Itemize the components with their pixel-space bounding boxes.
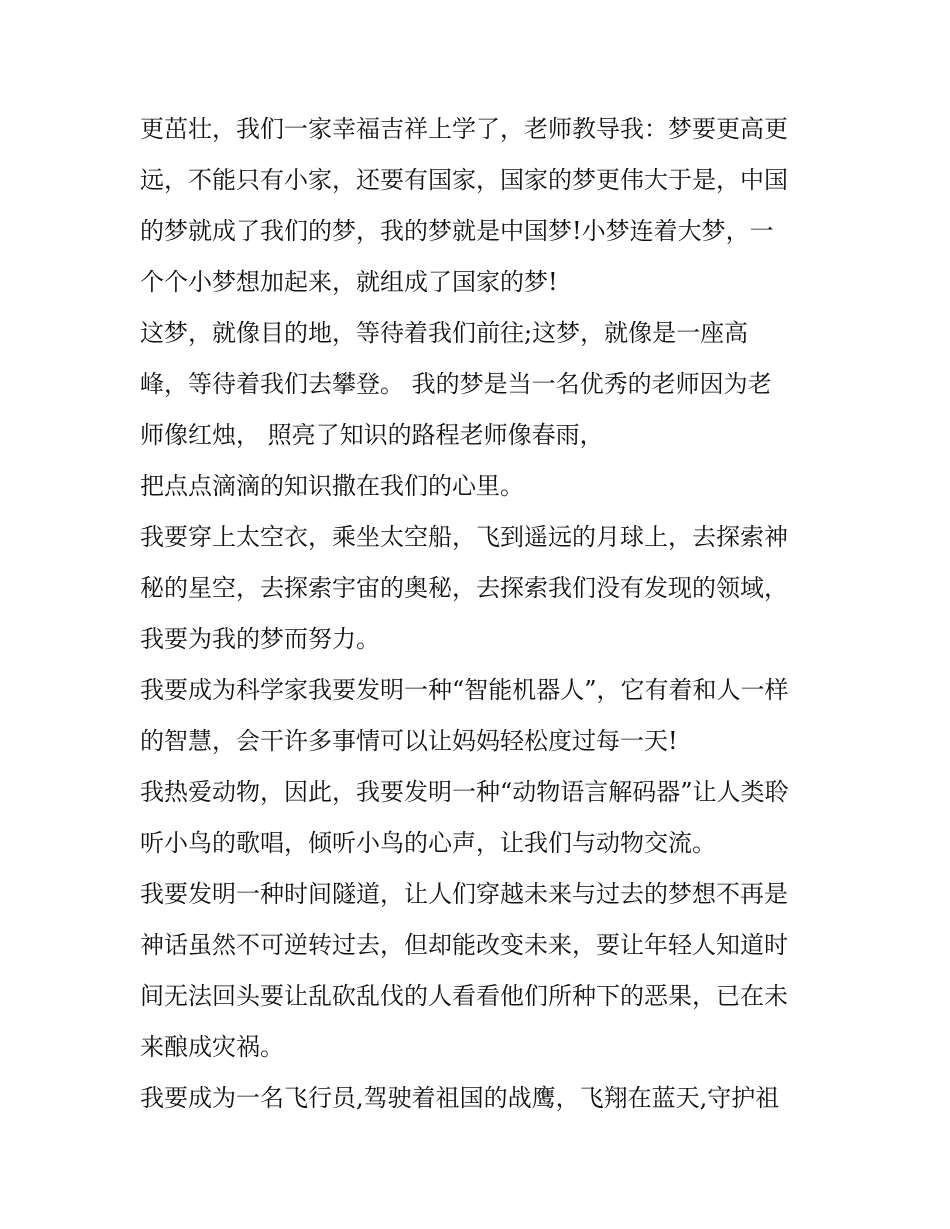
text-line: 我要穿上太空衣，乘坐太空船，飞到遥远的月球上，去探索神 <box>140 523 788 551</box>
text-line: 我热爱动物，因此，我要发明一种“动物语言解码器”让人类聆 <box>140 778 789 806</box>
text-line: 的智慧，会干许多事情可以让妈妈轻松度过每一天! <box>140 727 678 755</box>
text-line: 听小鸟的歌唱，倾听小鸟的心声，让我们与动物交流。 <box>140 829 716 857</box>
text-line: 的梦就成了我们的梦，我的梦就是中国梦!小梦连着大梦，一 <box>140 217 774 245</box>
text-line: 这梦，就像目的地，等待着我们前往;这梦，就像是一座高 <box>140 319 749 347</box>
text-line: 我要成为一名飞行员,驾驶着祖国的战鹰，飞翔在蓝天,守护祖 <box>140 1084 780 1112</box>
essay-text-block <box>140 104 820 1124</box>
text-line: 秘的星空，去探索宇宙的奥秘，去探索我们没有发现的领域， <box>140 574 788 602</box>
text-line: 神话虽然不可逆转过去，但却能改变未来，要让年轻人知道时 <box>140 931 788 959</box>
text-line: 间无法回头要让乱砍乱伐的人看看他们所种下的恶果，已在未 <box>140 982 788 1010</box>
text-line: 把点点滴滴的知识撒在我们的心里。 <box>140 472 524 500</box>
text-line: 远，不能只有小家，还要有国家，国家的梦更伟大于是，中国 <box>140 166 788 194</box>
text-line: 我要发明一种时间隧道，让人们穿越未来与过去的梦想不再是 <box>140 880 788 908</box>
text-line: 我要成为科学家我要发明一种“智能机器人”，它有着和人一样 <box>140 676 789 704</box>
text-line: 来酿成灾祸。 <box>140 1033 284 1061</box>
text-line: 师像红烛， 照亮了知识的路程老师像春雨， <box>140 421 604 449</box>
text-line: 峰，等待着我们去攀登。 我的梦是当一名优秀的老师因为老 <box>140 370 772 398</box>
text-line: 更茁壮，我们一家幸福吉祥上学了，老师教导我：梦要更高更 <box>140 115 788 143</box>
text-line: 我要为我的梦而努力。 <box>140 625 380 653</box>
text-line: 个个小梦想加起来，就组成了国家的梦! <box>140 268 558 296</box>
